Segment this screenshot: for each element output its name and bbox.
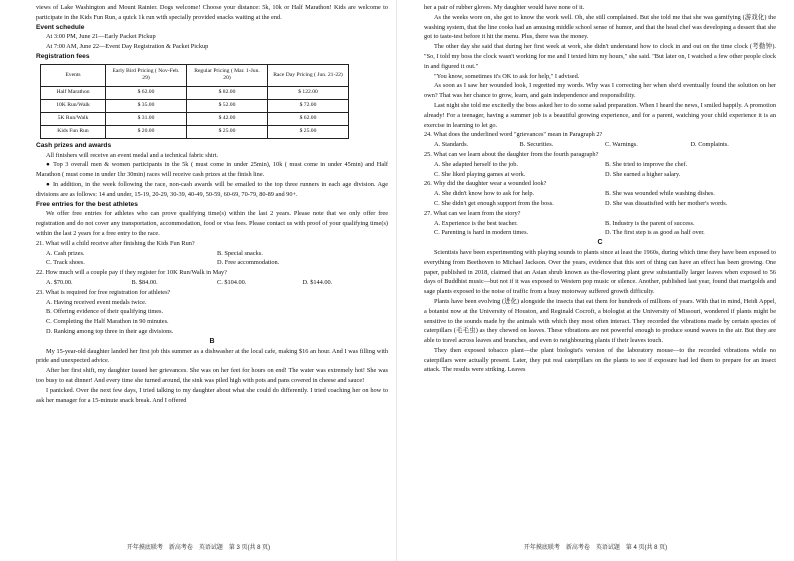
fees-cell: $ 25.00	[187, 125, 268, 138]
option: D. She was dissatisfied with her mother's words.	[605, 199, 728, 207]
passage-c-paragraph: They then exposed tobacco plant—the plant biologist's version of the laboratory mouse—to the recorded vibrations while no caterpillars were actually present. Later, they put real caterpillars on the plants to see if exposure had led them to prepare for an insect attack. The results were striking. Leaves	[424, 346, 776, 374]
option: A. $70.00.	[46, 278, 73, 286]
options-26	[424, 189, 776, 199]
options-25	[424, 170, 776, 180]
option: D. Ranking among top three in their age divisions.	[46, 327, 174, 335]
fees-cell: $ 62.00	[268, 112, 349, 125]
fees-row	[41, 99, 349, 112]
fees-cell: $ 122.00	[268, 86, 349, 99]
option: A. Having received event medals twice.	[46, 298, 147, 306]
fees-cell: 5K Run/Walk	[41, 112, 106, 125]
options-27	[424, 219, 776, 229]
fees-cell: $ 62.00	[106, 86, 187, 99]
option: C. Warnings.	[605, 141, 638, 149]
question-27: 27. What can we learn from the story?	[424, 209, 521, 217]
question-22: 22. How much will a couple pay if they register for 10K Run/Walk in May?	[36, 269, 227, 277]
prizes-paragraph: All finishers will receive an event medal and a technical fabric shirt.	[46, 151, 219, 159]
option: B. Industry is the parent of success.	[605, 219, 695, 227]
options-26	[424, 199, 776, 209]
fees-cell: $ 82.00	[187, 86, 268, 99]
question-23: 23. What is required for free registration for athletes?	[36, 288, 171, 296]
fees-header-cell: Events	[41, 64, 106, 86]
option: C. Track shoes.	[46, 259, 85, 267]
option: B. Securities.	[519, 141, 554, 149]
options-21	[36, 258, 388, 268]
fees-header-cell: Regular Pricing ( Mar. 1-Jun. 20)	[187, 64, 268, 86]
fees-row	[41, 112, 349, 125]
option: D. Complaints.	[690, 141, 729, 149]
options-24	[424, 140, 776, 150]
option: B. Offering evidence of their qualifying times.	[46, 308, 164, 316]
passage-b-paragraph: Last night she told me excitedly the boss asked her to do some salad preparation. When I heard the news, I smiled happily. A promotion already! For a teenager, having a summer job is a beautiful growing experience, and for a parent, watching your child experience it is an exercise in learning to let go.	[424, 101, 776, 129]
passage-c-paragraph: Plants have been evolving (进化) alongside the insects that eat them for hundreds of millions of years. With that in mind, Heidi Appel, a botanist now at the University of Houston, and Reginald Cocroft, a biologist at the University of Missouri, wondered if plants might be sensitive to the sounds made by the animals with which they most often interact. They recorded the vibrations made by certain species of caterpillars (毛毛虫) as they chewed on leaves. These vibrations are not powerful enough to produce sound waves in the air. But they are able to travel across leaves and branches, and even to neighbouring plants if their leaves touch.	[424, 297, 776, 345]
section-c-heading: C	[597, 239, 603, 247]
option: A. Standards.	[434, 141, 469, 149]
passage-b-paragraph: My 15-year-old daughter landed her first job this summer as a dishwasher at the local cafe, making $16 an hour. And I was filling with pride and unexpected advice.	[36, 347, 388, 365]
option: C. She liked playing games at work.	[434, 170, 526, 178]
fees-cell: $ 31.00	[106, 112, 187, 125]
option: D. $144.00.	[302, 278, 333, 286]
fees-table	[40, 64, 349, 139]
prizes-paragraph: ● In addition, in the week following the race, non-cash awards will be emailed to the top three runners in each age division. Age divisions are as follows: 14 and under, 15-19, 20-29, 30-39, 40-49, 50-59, 60-69, 70-79, 80-89 and 90+.	[36, 180, 388, 198]
option: A. She didn't know how to ask for help.	[434, 190, 535, 198]
schedule-heading: Event schedule	[36, 23, 85, 31]
page-3-column	[36, 3, 388, 535]
options-22	[36, 278, 388, 288]
fees-cell: $ 25.00	[268, 125, 349, 138]
page-3-footer: 开年摸底联考 新高考卷 英语试题 第 3 页(共 8 页)	[126, 545, 271, 551]
intro-paragraph: views of Lake Washington and Mount Rainier. Dogs welcome! Choose your distance: 5k, 10k or Half Marathon! Kids are welcome to participate in the Kids Fun Run, a quick 1k run with specially provided snacks waiting at the end.	[36, 4, 388, 21]
fees-cell: 10K Run/Walk	[41, 99, 106, 112]
option: C. Parenting is hard in modern times.	[434, 229, 529, 237]
passage-b-paragraph: I panicked. Over the next few days, I tried talking to my daughter about what she could do differently. I tried coaching her on how to ask her manager for a 15-minute snack break. And I offered	[36, 386, 388, 404]
option: C. $104.00.	[217, 278, 247, 286]
passage-b-paragraph: As the weeks wore on, she got to know the work well. Oh, she still complained. But she told me that she was gamifying (游戏化) the washing system, that the line cooks had an amusing middle school sense of humor, and that the head chef was developing a dessert that she got to taste-test before it hit the menu. Plus, there was the money.	[424, 13, 776, 41]
option: D. She earned a higher salary.	[605, 170, 681, 178]
fees-heading: Registration fees	[36, 52, 90, 60]
passage-b-paragraph: The other day she said that during her first week at work, she didn't understand how to clock in and out on the time clock (考勤钟). "So, I told my boss the clock wasn't working for me and I texted him my hours," she said. "But later on, I watched a few other people clock in and figured it out."	[424, 43, 776, 70]
prizes-paragraph: ● Top 3 overall men & women participants in the 5k ( must come in under 25min), 10k ( must come in under 45min) and Half Marathon ( must come in under 1hr 30min) races will receive cash prizes at the finish line.	[36, 161, 388, 179]
option: A. Cash prizes.	[46, 249, 85, 257]
fees-cell: $ 52.00	[187, 99, 268, 112]
free-entries-paragraph: We offer free entries for athletes who can prove qualifying time(s) within the last 2 years. Please note that we only offer free registration and do not cover any transportation, accommodation, food or visa fees. Please contact us with proof of your qualifying time(s) within the last 2 years for a free entry to the race.	[36, 210, 388, 237]
options-21	[36, 249, 388, 259]
fees-header-cell: Race Day Pricing ( Jun. 21-22)	[268, 64, 349, 86]
schedule-item: At 7:00 AM, June 22—Event Day Registration & Packet Pickup	[46, 43, 209, 51]
question-24: 24. What does the underlined word "grievances" mean in Paragraph 2?	[424, 131, 603, 139]
passage-b-paragraph: As soon as I saw her wounded look, I regretted my words. Why was I correcting her when she'd eventually found the solution on her own? That was her chance to grow, learn, and gain independence and responsibility.	[424, 82, 776, 100]
fees-row	[41, 86, 349, 99]
option: D. The first step is as good as half over.	[605, 229, 705, 237]
passage-b-paragraph: After her first shift, my daughter issued her grievances. She was on her feet for hours on end! The water was extremely hot! She was too busy to eat dinner! And every time she turned around, the sink was piled high with pots and pans covered in cheese and sauce!	[36, 367, 388, 384]
fees-row	[41, 125, 349, 138]
option: B. She tried to improve the chef.	[605, 160, 688, 168]
fees-cell: $ 20.00	[106, 125, 187, 138]
option: B. She was wounded while washing dishes.	[605, 190, 715, 198]
page-4	[397, 0, 794, 561]
section-b-heading: B	[209, 337, 215, 345]
option: A. Experience is the best teacher.	[434, 219, 518, 227]
prizes-heading: Cash prizes and awards	[36, 141, 112, 149]
fees-cell: Kids Fun Run	[41, 125, 106, 138]
fees-cell: Half Marathon	[41, 86, 106, 99]
page-4-column	[424, 3, 776, 535]
option: C. She didn't get enough support from the boss.	[434, 199, 554, 207]
option: B. $84.00.	[131, 278, 158, 286]
options-25	[424, 160, 776, 170]
fees-cell: $ 72.00	[268, 99, 349, 112]
free-entries-heading: Free entries for the best athletes	[36, 200, 138, 208]
passage-c-paragraph: Scientists have been experimenting with playing sounds to plants since at least the 1960s, during which time they have been exposed to everything from Beethoven to Michael Jackson. Over the years, evidence that this sort of thing can have an effect has been growing. One paper, published in 2018, claimed that an Asian shrub known as the-flowering plant grew substantially larger leaves when exposed to 56 days of Buddhist music—but not if it was exposed to Western pop music or silence. Another, published last year, found that marigolds and sage plants exposed to the noise of traffic from a busy motorway suffered growth difficulty.	[424, 248, 776, 296]
fees-cell: $ 35.00	[106, 99, 187, 112]
passage-b-paragraph: her a pair of rubber gloves. My daughter would have none of it.	[424, 4, 585, 11]
option: A. She adapted herself to the job.	[434, 160, 518, 168]
schedule-item: At 3:00 PM, June 21—Early Packet Pickup	[46, 33, 156, 41]
option: D. Free accommodation.	[217, 259, 280, 267]
fees-cell: $ 42.00	[187, 112, 268, 125]
page-4-footer: 开年摸底联考 新高考卷 英语试题 第 4 页(共 8 页)	[523, 545, 668, 551]
question-21: 21. What will a child receive after finishing the Kids Fun Run?	[36, 239, 195, 247]
question-26: 26. Why did the daughter wear a wounded look?	[424, 180, 547, 188]
passage-b-paragraph: "You know, sometimes it's OK to ask for help," I advised.	[434, 72, 580, 80]
options-27	[424, 228, 776, 238]
question-25: 25. What can we learn about the daughter from the fourth paragraph?	[424, 150, 599, 158]
option: B. Special snacks.	[217, 249, 263, 257]
fees-header-cell: Early Bird Pricing ( Nov-Feb. 29)	[106, 64, 187, 86]
fees-header-row	[41, 64, 349, 86]
option: C. Completing the Half Marathon in 90 minutes.	[46, 318, 169, 326]
